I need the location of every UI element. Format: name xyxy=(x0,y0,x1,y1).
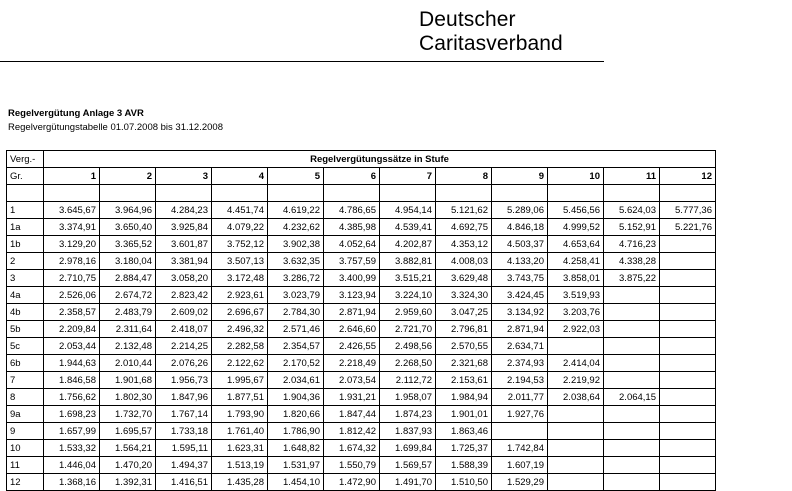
salary-cell: 2.219,92 xyxy=(548,372,604,389)
pay-group-cell: 1a xyxy=(7,219,44,236)
salary-cell: 3.286,72 xyxy=(268,270,324,287)
organization-name-line-1: Deutscher xyxy=(419,8,516,31)
salary-cell: 1.995,67 xyxy=(212,372,268,389)
salary-cell: 2.418,07 xyxy=(156,321,212,338)
salary-cell: 4.258,41 xyxy=(548,253,604,270)
salary-cell: 2.496,32 xyxy=(212,321,268,338)
salary-cell: 2.132,48 xyxy=(100,338,156,355)
salary-cell xyxy=(660,372,716,389)
salary-cell: 3.964,96 xyxy=(100,202,156,219)
salary-cell xyxy=(604,321,660,338)
salary-cell: 1.874,23 xyxy=(380,406,436,423)
salary-cell xyxy=(604,457,660,474)
salary-cell: 1.733,18 xyxy=(156,423,212,440)
salary-cell xyxy=(604,355,660,372)
salary-cell: 2.011,77 xyxy=(492,389,548,406)
table-row xyxy=(7,457,716,474)
pay-group-cell: 1b xyxy=(7,236,44,253)
salary-cell: 4.716,23 xyxy=(604,236,660,253)
salary-cell: 1.837,93 xyxy=(380,423,436,440)
salary-cell: 3.519,93 xyxy=(548,287,604,304)
salary-cell xyxy=(660,270,716,287)
salary-cell: 2.153,61 xyxy=(436,372,492,389)
salary-cell: 3.400,99 xyxy=(324,270,380,287)
salary-cell: 1.472,90 xyxy=(324,474,380,491)
pay-scale-table xyxy=(6,150,716,491)
salary-cell: 2.922,03 xyxy=(548,321,604,338)
salary-cell: 1.657,99 xyxy=(44,423,100,440)
salary-cell: 2.871,94 xyxy=(492,321,548,338)
step-header: 6 xyxy=(324,168,380,185)
salary-cell: 2.358,57 xyxy=(44,304,100,321)
salary-cell: 1.984,94 xyxy=(436,389,492,406)
salary-cell: 1.470,20 xyxy=(100,457,156,474)
salary-cell: 1.877,51 xyxy=(212,389,268,406)
salary-cell: 1.416,51 xyxy=(156,474,212,491)
salary-cell: 5.221,76 xyxy=(660,219,716,236)
salary-cell: 4.786,65 xyxy=(324,202,380,219)
salary-cell: 2.073,54 xyxy=(324,372,380,389)
salary-cell: 1.802,30 xyxy=(100,389,156,406)
salary-cell: 1.648,82 xyxy=(268,440,324,457)
salary-cell: 2.034,61 xyxy=(268,372,324,389)
salary-cell: 1.454,10 xyxy=(268,474,324,491)
salary-cell: 5.624,03 xyxy=(604,202,660,219)
step-header: 10 xyxy=(548,168,604,185)
salary-cell: 3.047,25 xyxy=(436,304,492,321)
salary-cell: 3.224,10 xyxy=(380,287,436,304)
salary-cell: 1.901,68 xyxy=(100,372,156,389)
salary-cell: 3.023,79 xyxy=(268,287,324,304)
salary-cell: 2.426,55 xyxy=(324,338,380,355)
salary-cell xyxy=(660,440,716,457)
salary-cell: 2.696,67 xyxy=(212,304,268,321)
salary-cell: 1.767,14 xyxy=(156,406,212,423)
pay-group-cell: 6b xyxy=(7,355,44,372)
salary-cell: 3.650,40 xyxy=(100,219,156,236)
organization-name-line-2: Caritasverband xyxy=(419,32,563,55)
table-row xyxy=(7,219,716,236)
salary-cell: 4.653,64 xyxy=(548,236,604,253)
salary-cell: 4.999,52 xyxy=(548,219,604,236)
step-header: 11 xyxy=(604,168,660,185)
table-row xyxy=(7,474,716,491)
salary-cell: 1.927,76 xyxy=(492,406,548,423)
salary-cell: 2.609,02 xyxy=(156,304,212,321)
salary-cell: 4.451,74 xyxy=(212,202,268,219)
salary-cell: 5.289,06 xyxy=(492,202,548,219)
salary-cell: 1.904,36 xyxy=(268,389,324,406)
salary-cell: 4.385,98 xyxy=(324,219,380,236)
pay-group-header-bottom: Gr. xyxy=(7,168,44,185)
salary-cell: 2.064,15 xyxy=(604,389,660,406)
table-row xyxy=(7,253,716,270)
salary-cell: 1.446,04 xyxy=(44,457,100,474)
salary-cell: 2.010,44 xyxy=(100,355,156,372)
salary-cell: 2.122,62 xyxy=(212,355,268,372)
salary-cell xyxy=(604,474,660,491)
salary-cell: 2.218,49 xyxy=(324,355,380,372)
salary-cell: 2.282,58 xyxy=(212,338,268,355)
step-header: 12 xyxy=(660,168,716,185)
salary-cell: 1.623,31 xyxy=(212,440,268,457)
step-header: 4 xyxy=(212,168,268,185)
salary-cell: 2.194,53 xyxy=(492,372,548,389)
salary-cell: 3.203,76 xyxy=(548,304,604,321)
salary-cell xyxy=(548,457,604,474)
salary-cell: 1.846,58 xyxy=(44,372,100,389)
salary-cell: 5.121,62 xyxy=(436,202,492,219)
salary-cell xyxy=(548,474,604,491)
salary-cell: 3.925,84 xyxy=(156,219,212,236)
salary-cell: 1.674,32 xyxy=(324,440,380,457)
salary-cell: 4.353,12 xyxy=(436,236,492,253)
salary-cell xyxy=(660,287,716,304)
salary-cell: 2.796,81 xyxy=(436,321,492,338)
salary-cell: 3.902,38 xyxy=(268,236,324,253)
salary-cell: 5.456,56 xyxy=(548,202,604,219)
salary-cell: 4.619,22 xyxy=(268,202,324,219)
pay-group-cell: 8 xyxy=(7,389,44,406)
salary-cell: 2.209,84 xyxy=(44,321,100,338)
table-row xyxy=(7,304,716,321)
salary-cell: 1.956,73 xyxy=(156,372,212,389)
salary-cell: 1.494,37 xyxy=(156,457,212,474)
salary-cell: 2.721,70 xyxy=(380,321,436,338)
salary-cell xyxy=(660,406,716,423)
step-header: 3 xyxy=(156,168,212,185)
salary-cell: 2.053,44 xyxy=(44,338,100,355)
salary-cell xyxy=(660,338,716,355)
salary-cell: 2.214,25 xyxy=(156,338,212,355)
salary-cell: 3.507,13 xyxy=(212,253,268,270)
salary-cell: 1.793,90 xyxy=(212,406,268,423)
salary-cell: 3.424,45 xyxy=(492,287,548,304)
salary-cell: 4.202,87 xyxy=(380,236,436,253)
salary-cell: 4.954,14 xyxy=(380,202,436,219)
salary-cell: 1.901,01 xyxy=(436,406,492,423)
salary-cell: 2.570,55 xyxy=(436,338,492,355)
salary-cell: 1.564,21 xyxy=(100,440,156,457)
salary-cell: 3.058,20 xyxy=(156,270,212,287)
salary-cell: 3.129,20 xyxy=(44,236,100,253)
salary-cell: 2.978,16 xyxy=(44,253,100,270)
salary-cell: 1.392,31 xyxy=(100,474,156,491)
salary-cell: 1.742,84 xyxy=(492,440,548,457)
table-row xyxy=(7,355,716,372)
salary-cell: 1.550,79 xyxy=(324,457,380,474)
salary-cell: 4.133,20 xyxy=(492,253,548,270)
salary-cell: 2.674,72 xyxy=(100,287,156,304)
salary-cell: 1.368,16 xyxy=(44,474,100,491)
salary-cell xyxy=(660,253,716,270)
pay-group-cell: 10 xyxy=(7,440,44,457)
table-header-row-steps xyxy=(7,168,716,185)
salary-cell: 2.321,68 xyxy=(436,355,492,372)
salary-cell: 1.786,90 xyxy=(268,423,324,440)
pay-group-cell: 2 xyxy=(7,253,44,270)
salary-cell xyxy=(660,304,716,321)
table-row xyxy=(7,440,716,457)
pay-group-cell: 11 xyxy=(7,457,44,474)
salary-cell xyxy=(660,423,716,440)
salary-cell: 3.180,04 xyxy=(100,253,156,270)
salary-cell: 2.038,64 xyxy=(548,389,604,406)
table-row xyxy=(7,423,716,440)
pay-group-cell: 9a xyxy=(7,406,44,423)
salary-cell: 2.076,26 xyxy=(156,355,212,372)
salary-cell: 1.695,57 xyxy=(100,423,156,440)
pay-group-cell: 7 xyxy=(7,372,44,389)
pay-group-cell: 4a xyxy=(7,287,44,304)
salary-cell: 3.875,22 xyxy=(604,270,660,287)
salary-cell xyxy=(604,372,660,389)
step-header: 7 xyxy=(380,168,436,185)
table-row xyxy=(7,321,716,338)
table-row xyxy=(7,287,716,304)
step-span-header: Regelvergütungssätze in Stufe xyxy=(44,151,716,168)
step-header: 5 xyxy=(268,168,324,185)
salary-cell xyxy=(660,321,716,338)
pay-group-cell: 9 xyxy=(7,423,44,440)
salary-cell: 1.588,39 xyxy=(436,457,492,474)
salary-cell: 4.232,62 xyxy=(268,219,324,236)
salary-cell xyxy=(604,338,660,355)
step-header: 8 xyxy=(436,168,492,185)
salary-cell: 3.365,52 xyxy=(100,236,156,253)
salary-cell xyxy=(548,406,604,423)
salary-cell: 1.756,62 xyxy=(44,389,100,406)
salary-cell: 3.858,01 xyxy=(548,270,604,287)
spacer-row xyxy=(7,185,716,202)
salary-cell: 3.632,35 xyxy=(268,253,324,270)
salary-cell: 2.414,04 xyxy=(548,355,604,372)
pay-group-cell: 3 xyxy=(7,270,44,287)
pay-group-cell: 12 xyxy=(7,474,44,491)
salary-cell: 3.757,59 xyxy=(324,253,380,270)
salary-cell: 3.752,12 xyxy=(212,236,268,253)
salary-cell: 1.491,70 xyxy=(380,474,436,491)
organization-name xyxy=(419,8,563,56)
document-title: Regelvergütung Anlage 3 AVR xyxy=(8,108,144,119)
salary-cell: 1.847,44 xyxy=(324,406,380,423)
header-divider xyxy=(0,61,604,62)
salary-cell: 1.820,66 xyxy=(268,406,324,423)
salary-cell: 2.170,52 xyxy=(268,355,324,372)
salary-cell: 1.958,07 xyxy=(380,389,436,406)
salary-cell: 2.823,42 xyxy=(156,287,212,304)
pay-group-cell: 1 xyxy=(7,202,44,219)
salary-cell: 1.513,19 xyxy=(212,457,268,474)
salary-cell: 3.601,87 xyxy=(156,236,212,253)
salary-cell: 1.725,37 xyxy=(436,440,492,457)
salary-cell: 4.008,03 xyxy=(436,253,492,270)
salary-cell: 2.112,72 xyxy=(380,372,436,389)
salary-cell: 1.595,11 xyxy=(156,440,212,457)
salary-cell xyxy=(492,423,548,440)
salary-cell: 2.634,71 xyxy=(492,338,548,355)
salary-cell xyxy=(604,304,660,321)
salary-cell: 3.134,92 xyxy=(492,304,548,321)
salary-cell: 2.871,94 xyxy=(324,304,380,321)
pay-group-cell: 5b xyxy=(7,321,44,338)
salary-cell: 1.847,96 xyxy=(156,389,212,406)
salary-cell: 1.863,46 xyxy=(436,423,492,440)
salary-cell: 1.944,63 xyxy=(44,355,100,372)
table-header-row-top xyxy=(7,151,716,168)
table-row xyxy=(7,236,716,253)
salary-cell: 3.743,75 xyxy=(492,270,548,287)
salary-cell: 4.539,41 xyxy=(380,219,436,236)
salary-cell: 3.515,21 xyxy=(380,270,436,287)
salary-cell: 1.698,23 xyxy=(44,406,100,423)
salary-cell: 1.529,29 xyxy=(492,474,548,491)
salary-cell xyxy=(604,406,660,423)
salary-cell: 2.923,61 xyxy=(212,287,268,304)
salary-cell xyxy=(604,440,660,457)
salary-cell: 2.354,57 xyxy=(268,338,324,355)
salary-cell xyxy=(660,474,716,491)
salary-cell: 2.526,06 xyxy=(44,287,100,304)
salary-cell: 4.079,22 xyxy=(212,219,268,236)
pay-group-header-top: Verg.- xyxy=(7,151,44,168)
salary-cell: 2.498,56 xyxy=(380,338,436,355)
table-row xyxy=(7,372,716,389)
salary-cell: 2.646,60 xyxy=(324,321,380,338)
salary-cell: 4.846,18 xyxy=(492,219,548,236)
salary-cell: 4.692,75 xyxy=(436,219,492,236)
salary-cell: 3.882,81 xyxy=(380,253,436,270)
salary-cell: 2.959,60 xyxy=(380,304,436,321)
step-header: 9 xyxy=(492,168,548,185)
salary-cell xyxy=(548,338,604,355)
salary-cell: 3.381,94 xyxy=(156,253,212,270)
salary-cell: 2.374,93 xyxy=(492,355,548,372)
salary-cell: 3.172,48 xyxy=(212,270,268,287)
salary-cell xyxy=(660,236,716,253)
salary-cell: 2.268,50 xyxy=(380,355,436,372)
salary-cell: 5.777,36 xyxy=(660,202,716,219)
salary-cell: 1.569,57 xyxy=(380,457,436,474)
salary-cell: 1.510,50 xyxy=(436,474,492,491)
salary-cell: 1.761,40 xyxy=(212,423,268,440)
salary-cell: 5.152,91 xyxy=(604,219,660,236)
step-header: 1 xyxy=(44,168,100,185)
salary-cell: 4.338,28 xyxy=(604,253,660,270)
salary-cell: 3.645,67 xyxy=(44,202,100,219)
salary-cell: 2.884,47 xyxy=(100,270,156,287)
salary-cell: 1.732,70 xyxy=(100,406,156,423)
salary-cell: 2.710,75 xyxy=(44,270,100,287)
salary-cell: 2.483,79 xyxy=(100,304,156,321)
salary-cell: 1.699,84 xyxy=(380,440,436,457)
salary-cell xyxy=(660,355,716,372)
salary-cell: 3.324,30 xyxy=(436,287,492,304)
pay-group-cell: 4b xyxy=(7,304,44,321)
salary-cell: 4.284,23 xyxy=(156,202,212,219)
table-row xyxy=(7,338,716,355)
salary-cell: 2.571,46 xyxy=(268,321,324,338)
table-row xyxy=(7,406,716,423)
document-subtitle: Regelvergütungstabelle 01.07.2008 bis 31.12.2008 xyxy=(8,122,223,133)
salary-cell xyxy=(660,457,716,474)
salary-cell xyxy=(604,423,660,440)
table-row xyxy=(7,389,716,406)
pay-group-cell: 5c xyxy=(7,338,44,355)
salary-cell: 1.812,42 xyxy=(324,423,380,440)
table-body xyxy=(7,185,716,491)
salary-cell xyxy=(548,423,604,440)
salary-cell xyxy=(660,389,716,406)
salary-cell: 4.052,64 xyxy=(324,236,380,253)
salary-cell: 3.374,91 xyxy=(44,219,100,236)
salary-cell: 3.629,48 xyxy=(436,270,492,287)
salary-cell: 2.311,64 xyxy=(100,321,156,338)
salary-cell: 3.123,94 xyxy=(324,287,380,304)
salary-cell xyxy=(604,287,660,304)
salary-cell: 1.607,19 xyxy=(492,457,548,474)
salary-cell: 1.435,28 xyxy=(212,474,268,491)
salary-cell: 1.931,21 xyxy=(324,389,380,406)
table-row xyxy=(7,202,716,219)
salary-cell: 2.784,30 xyxy=(268,304,324,321)
salary-cell: 4.503,37 xyxy=(492,236,548,253)
table-row xyxy=(7,270,716,287)
salary-cell xyxy=(548,440,604,457)
salary-cell: 1.531,97 xyxy=(268,457,324,474)
salary-cell: 1.533,32 xyxy=(44,440,100,457)
step-header: 2 xyxy=(100,168,156,185)
